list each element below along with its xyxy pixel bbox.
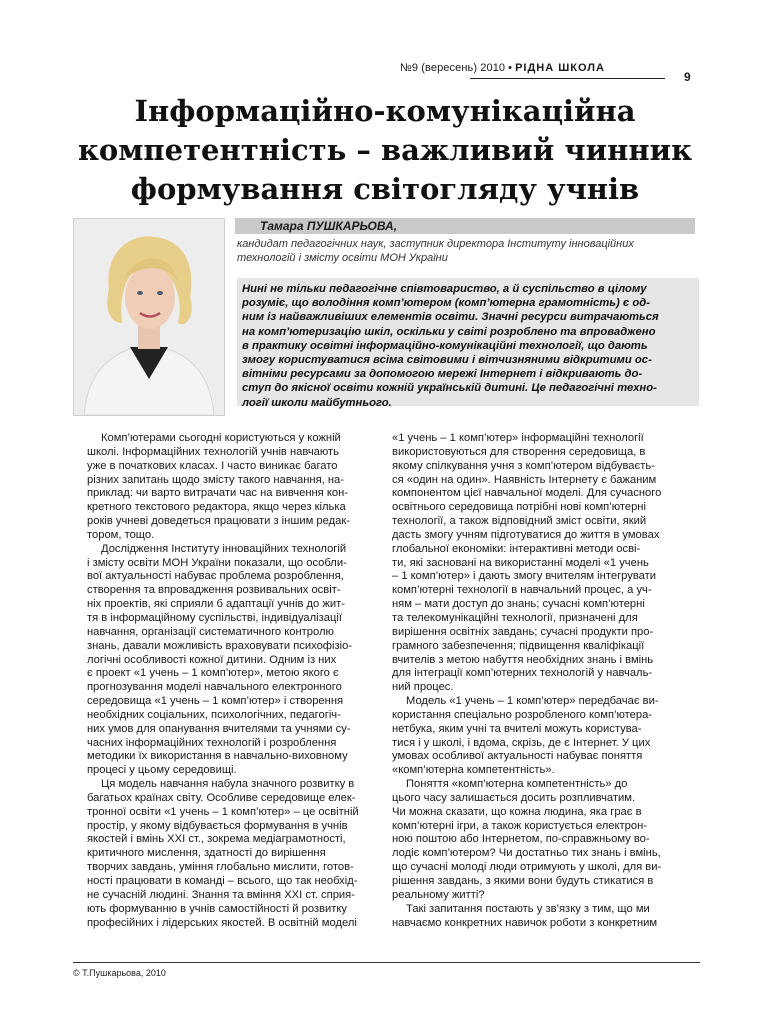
portrait-illustration: [74, 219, 224, 415]
text-line: ням – мати доступ до знань; сучасні комп’ютерні: [392, 598, 645, 611]
author-credentials: [237, 237, 697, 265]
text-line: рішення завдань, з якими вони будуть стикатися в: [392, 875, 654, 887]
text-line: логічні особливості кожної дитини. Одним із них: [87, 653, 337, 666]
right-column: [392, 432, 676, 930]
text-line: змогу користуватися всіма світовими і вітчизняними відкритими ос-: [242, 354, 652, 367]
text-line: компонентом цієї навчальної моделі. Для сучасного: [392, 487, 662, 500]
text-line: нетбука, яким учні та вчителі можуть користува-: [392, 722, 642, 735]
text-line: умовах особливої актуальності набуває поняття: [392, 750, 643, 763]
text-line: лодіє комп’ютером? Чи достатньо тих знань і вмінь,: [392, 847, 661, 860]
magazine-name: РІДНА ШКОЛА: [515, 62, 605, 74]
text-line: вітніми ресурсами за допомогою мережі Інтернет і відкривають до-: [242, 368, 643, 381]
text-line: вої актуальності набуває проблема розроблення,: [87, 570, 344, 583]
footer-rule: [73, 962, 700, 963]
text-line: ною поштою або Інтернетом, по-справжньому во-: [392, 833, 650, 846]
text-line: на комп’ютеризацію шкіл, оскільки у світі розроблено та впроваджено: [242, 325, 656, 338]
credentials-line: технологій і змісту освіти МОН України: [237, 252, 448, 264]
running-header: [400, 62, 665, 74]
text-line: необхідних соціальних, психологічних, педагогіч-: [87, 708, 341, 721]
text-line: цього часу залишається досить розпливчатим.: [392, 791, 636, 804]
text-line: реальному житті?: [392, 888, 485, 901]
text-line: якому спілкування учня з комп’ютером відбуваєть-: [392, 459, 655, 472]
text-line: ся «один на один». Наявність Інтернету є бажаним: [392, 473, 657, 486]
title-line: формування світогляду учнів: [130, 172, 640, 206]
text-line: для інтеграції комп’ютерних технологій у навчаль-: [392, 667, 653, 680]
text-line: і змісту освіти МОН України показали, що особли-: [87, 556, 347, 569]
text-line: ступ до якісної освіти кожній українській дитині. Це педагогічні техно-: [242, 382, 657, 395]
text-line: ти, які засновані на використанні моделі «1 учень: [392, 556, 649, 569]
credentials-line: кандидат педагогічних наук, заступник директора Інституту інноваційних: [237, 238, 634, 250]
issue-label: №9 (вересень) 2010: [400, 62, 506, 74]
text-line: приклад: чи варто витрачати час на вивчення кон-: [87, 487, 348, 500]
text-line: середовища «1 учень – 1 комп’ютер» і створення: [87, 695, 344, 708]
text-line: кретного текстового редактора, якщо через кілька: [87, 501, 346, 514]
text-line: тронної освіти «1 учень – 1 комп’ютер» – це освітній: [87, 805, 359, 818]
text-line: методики їх використання в навчально-виховному: [87, 750, 348, 763]
header-separator: •: [508, 62, 513, 74]
text-line: якостей і вмінь XXI ст., зокрема медіаграмотності,: [87, 833, 346, 846]
abstract-text: [242, 282, 694, 410]
text-line: «1 учень – 1 комп’ютер» інформаційні технології: [392, 432, 644, 444]
text-line: років учневі доведеться працювати з іншим редак-: [87, 515, 350, 528]
text-line: комп’ютерні технології в навчальний процес, а уч-: [392, 584, 652, 597]
text-line: знань, давали можливість враховувати психофізіо-: [87, 639, 353, 652]
text-line: «комп’ютерна компетентність».: [392, 764, 555, 777]
text-line: Чи можна сказати, що кожна людина, яка грає в: [392, 805, 642, 818]
text-line: Модель «1 учень – 1 комп’ютер» передбачає ви-: [406, 695, 659, 708]
text-line: та телекомунікаційні технології, призначені для: [392, 611, 638, 624]
text-line: процесі у цьому середовищі.: [87, 764, 237, 777]
text-line: ний процес.: [392, 681, 454, 694]
header-rule: [470, 78, 665, 79]
text-line: ніх проектів, які сприяли б адаптації учнів до жит-: [87, 598, 345, 611]
left-column: [87, 432, 371, 930]
text-line: використовуються для створення середовища, в: [392, 445, 646, 458]
text-line: Нині не тільки педагогічне співтовариство, а й суспільство в цілому: [242, 283, 647, 295]
text-line: освітнього середовища потрібні нові комп’ютерні: [392, 501, 646, 514]
text-line: Дослідження Інституту інноваційних технологій: [101, 542, 347, 555]
text-line: – 1 комп’ютер» і дають змогу вчителям інтегрувати: [392, 570, 657, 583]
author-name: Тамара ПУШКАРЬОВА,: [260, 219, 398, 233]
text-line: професійних і лідерських якостей. В освітній моделі: [87, 916, 357, 929]
text-line: прогнозування моделі навчального електронного: [87, 681, 342, 694]
text-line: в практику освітні інформаційно-комунікаційні технології, що дають: [242, 339, 648, 352]
text-line: тися і у школі, і вдома, скрізь, де є Інтернет. У цих: [392, 736, 651, 749]
article-title: [70, 92, 700, 209]
text-line: простір, у якому відбувається формування в учнів: [87, 819, 348, 832]
text-line: уже в початкових класах. І часто виникає багато: [87, 459, 338, 472]
text-line: технології, а також відповідний зміст освіти, який: [392, 515, 647, 528]
text-line: багатьох країнах світу. Особливе середовище елек-: [87, 791, 356, 804]
text-line: логії школи майбутнього.: [242, 396, 392, 409]
text-line: ють формуванню в учнів самостійності й розвитку: [87, 902, 347, 915]
text-line: навчаємо конкретних навичок роботи з конкретним: [392, 916, 658, 929]
text-line: ності працювати в команді – всього, що так необхід-: [87, 875, 358, 887]
copyright-footer: © Т.Пушкарьова, 2010: [73, 968, 166, 978]
text-line: не сучасній людині. Знання та вміння XXI ст. сприя-: [87, 888, 355, 901]
text-line: є проект «1 учень – 1 комп’ютер», метою якого є: [87, 667, 339, 680]
text-line: часних інформаційних технологій і розроблення: [87, 736, 337, 749]
text-line: різних запитань щодо змісту такого навчання, на-: [87, 473, 344, 486]
text-line: тором, тощо.: [87, 528, 155, 541]
text-line: ним із найважливіших елементів освіти. Значні ресурси витрачаються: [242, 311, 659, 324]
text-line: дасть змогу учням підготуватися до життя в умовах: [392, 528, 660, 541]
text-line: тя в інформаційному суспільстві, індивідуалізації: [87, 611, 343, 624]
text-line: Такі запитання постають у зв’язку з тим, що ми: [406, 902, 650, 915]
text-line: вирішення освітніх завдань; сучасні продукти про-: [392, 625, 654, 638]
text-line: творчих завдань, уміння глобально мислити, готов-: [87, 861, 354, 874]
text-line: грамного забезпечення; підвищення кваліфікації: [392, 639, 645, 652]
text-line: вчителів з метою набуття необхідних знань і вмінь: [392, 653, 654, 666]
text-line: школі. Інформаційних технологій учнів навчають: [87, 445, 339, 458]
text-line: навчання, організації систематичного контролю: [87, 625, 334, 638]
text-line: них умов для опанування вчителями та учнями су-: [87, 722, 351, 735]
text-line: Комп’ютерами сьогодні користуються у кожній: [101, 432, 341, 444]
author-portrait: [73, 218, 225, 416]
text-line: глобальної економіки: інтерактивні методи осві-: [392, 542, 641, 555]
text-line: розуміє, що володіння комп’ютером (комп’ютерна грамотність) є од-: [242, 297, 651, 310]
text-line: Поняття «комп’ютерна компетентність» до: [406, 778, 628, 791]
text-line: Ця модель навчання набула значного розвитку в: [101, 778, 355, 791]
text-line: що сучасні молоді люди отримують у школі, для ви-: [392, 861, 662, 874]
text-line: комп’ютерні ігри, а також користується електрон-: [392, 819, 648, 832]
title-line: компетентність – важливий чинник: [77, 133, 693, 167]
text-line: користання спеціально розробленого комп’ютера-: [392, 708, 653, 721]
text-line: критичного мислення, здатності до вирішення: [87, 847, 326, 860]
title-line: Інформаційно-комунікаційна: [134, 94, 636, 128]
text-line: створення та впровадження розвивальних освіт-: [87, 584, 341, 597]
page-number: 9: [684, 70, 691, 84]
